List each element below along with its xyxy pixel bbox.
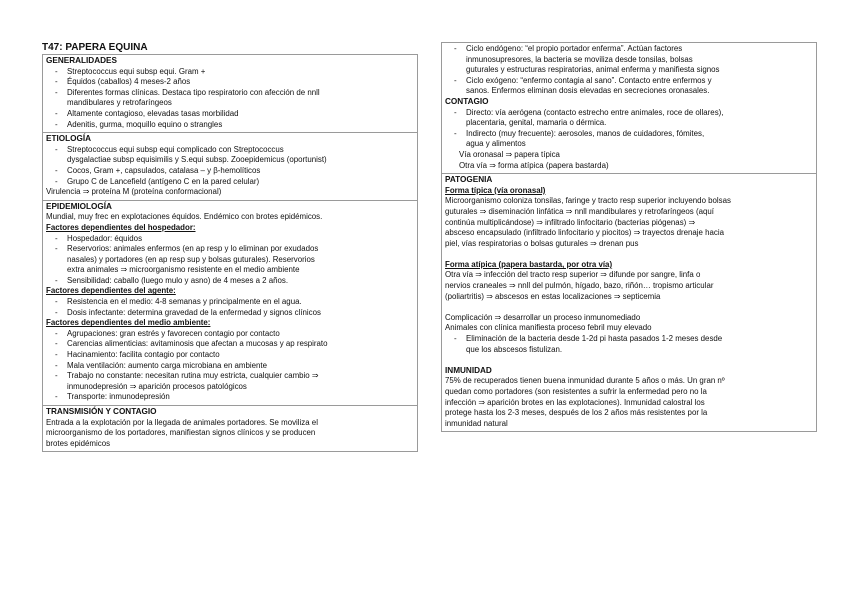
subheading: Forma típica (vía oronasal) <box>445 185 546 195</box>
bullet-line: - Hacinamiento: facilita contagio por contacto <box>46 350 414 361</box>
bullet-line: - Eliminación de la bacteria desde 1-2d pi hasta pasados 1-2 meses desde <box>445 334 813 345</box>
bullet-line: - Directo: vía aerógena (contacto estrecho entre animales, roce de ollares), <box>445 108 813 119</box>
subheading: Factores dependientes del agente: <box>46 286 176 296</box>
bullet-continuation: nasales) y portadores (en ap resp sup y bolsas guturales). Reservorios <box>67 254 315 264</box>
bullet-continuation: dysgalactiae subsp equisimilis y S.equi subsp. Zooepidemicus (oportunist) <box>67 155 327 165</box>
section-heading: GENERALIDADES <box>46 56 117 65</box>
text-line: nervios craneales ⇒ nnll del pulmón, hígado, bazo, riñón… tropismo articular <box>445 281 714 291</box>
bullet-continuation: extra animales ⇒ microorganismo resistente en el medio ambiente <box>67 265 300 275</box>
text-line: infección ⇒ aparición brotes en las explotaciones). Inmunidad calostral los <box>445 397 705 407</box>
text-line: continúa multiplicándose) ⇒ infiltrado linfocitario (bacterias piógenas) ⇒ <box>445 217 696 227</box>
bullet-line: - Streptococcus equi subsp equi. Gram + <box>46 67 414 78</box>
right-section-box <box>441 174 817 432</box>
text-line: Virulencia ⇒ proteína M (proteína conformacional) <box>46 187 222 197</box>
section-heading: EPIDEMIOLOGÍA <box>46 201 112 211</box>
bullet-line: - Ciclo endógeno: “el propio portador enferma”. Actúan factores <box>445 44 813 55</box>
left-section-box <box>42 201 418 406</box>
bullet-line: - Mala ventilación: aumento carga microbiana en ambiente <box>46 361 414 372</box>
text-line: microorganismo de los portadores, manifiestan signos clínicos y se producen <box>46 428 316 438</box>
text-line: guturales ⇒ diseminación linfática ⇒ nnll mandibulares y retrofaríngeos (aquí <box>445 206 714 216</box>
text-line: piel, vías respiratorias o bolsas guturales ⇒ drenan pus <box>445 238 639 248</box>
bullet-line: - Carencias alimenticias: avitaminosis que afectan a mucosas y ap respirato <box>46 339 414 350</box>
bullet-line: - Indirecto (muy frecuente): aerosoles, manos de cuidadores, fómites, <box>445 129 813 140</box>
bullet-line: - Adenitis, gurma, moquillo equino o strangles <box>46 120 414 131</box>
text-line: Animales con clínica manifiesta proceso febril muy elevado <box>445 323 652 333</box>
bullet-line: - Agrupaciones: gran estrés y favorecen contagio por contacto <box>46 329 414 340</box>
right-section-box <box>441 42 817 174</box>
section-heading: INMUNIDAD <box>445 365 492 375</box>
section-heading: ETIOLOGÍA <box>46 134 92 144</box>
text-line: protege hasta los 2-3 meses, después de los 2 años más resistentes por la <box>445 408 708 418</box>
bullet-continuation: inmunodepresión ⇒ aparición procesos patológicos <box>67 381 247 391</box>
bullet-line: - Équidos (caballos) 4 meses-2 años <box>46 77 414 88</box>
bullet-line: - Trabajo no constante: necesitan rutina muy estricta, cualquier cambio ⇒ <box>46 371 414 382</box>
bullet-line: - Sensibilidad: caballo (luego mulo y asno) de 4 meses a 2 años. <box>46 276 414 287</box>
text-line: 75% de recuperados tienen buena inmunidad durante 5 años o más. Un gran nº <box>445 376 725 386</box>
text-line: inmunidad natural <box>445 418 508 428</box>
spacer <box>445 249 813 260</box>
bullet-continuation: inmunosupresores, la bacteria se moviliza desde tonsilas, bolsas <box>466 54 693 64</box>
subheading: Factores dependientes del hospedador: <box>46 222 196 232</box>
left-section-box <box>42 54 418 133</box>
left-sections <box>42 54 418 452</box>
bullet-line: - Cocos, Gram +, capsulados, catalasa – y β-hemolíticos <box>46 166 414 177</box>
page-title: T47: PAPERA EQUINA <box>42 42 148 53</box>
spacer <box>445 302 813 313</box>
text-line: Vía oronasal ⇒ papera típica <box>459 149 560 159</box>
text-line: Otra vía ⇒ infección del tracto resp superior ⇒ difunde por sangre, linfa o <box>445 270 701 280</box>
section-heading: TRANSMISIÓN Y CONTAGIO <box>46 407 157 416</box>
bullet-continuation: guturales y estructuras respiratorias, animal enferma y manifiesta signos <box>466 65 720 75</box>
bullet-continuation: placentaria, genital, mamaria o dérmica. <box>466 118 607 128</box>
bullet-line: - Reservorios: animales enfermos (en ap resp y lo eliminan por exudados <box>46 244 414 255</box>
text-line: brotes epidémicos <box>46 438 111 448</box>
bullet-continuation: sanos. Enfermos eliminan dosis elevadas en secreciones oronasales. <box>466 86 710 96</box>
bullet-line: - Altamente contagioso, elevadas tasas morbilidad <box>46 109 414 120</box>
text-line: Microorganismo coloniza tonsilas, faringe y tracto resp superior incluyendo bolsas <box>445 196 731 206</box>
text-line: Complicación ⇒ desarrollar un proceso inmunomediado <box>445 312 641 322</box>
text-line: Mundial, muy frec en explotaciones équidos. Endémico con brotes epidémicos. <box>46 212 323 222</box>
left-column <box>42 42 418 452</box>
subheading: Factores dependientes del medio ambiente: <box>46 318 211 328</box>
subheading: Forma atípica (papera bastarda, por otra vía) <box>445 259 613 269</box>
bullet-line: - Dosis infectante: determina gravedad de la enfermedad y signos clínicos <box>46 308 414 319</box>
bullet-line: - Transporte: inmunodepresión <box>46 392 414 403</box>
text-line: (poliartritis) ⇒ abscesos en estas localizaciones ⇒ septicemia <box>445 291 661 301</box>
left-section-box <box>42 406 418 452</box>
text-line: Otra vía ⇒ forma atípica (papera bastarda) <box>459 160 609 170</box>
bullet-line: - Diferentes formas clínicas. Destaca tipo respiratorio con afección de nnll <box>46 88 414 99</box>
bullet-line: - Resistencia en el medio: 4-8 semanas y principalmente en el agua. <box>46 297 414 308</box>
bullet-line: - Grupo C de Lancefield (antígeno C en la pared celular) <box>46 177 414 188</box>
section-heading: PATOGENIA <box>445 175 493 185</box>
text-line: Entrada a la explotación por la llegada de animales portadores. Se moviliza el <box>46 417 318 427</box>
bullet-continuation: mandibulares y retrofaríngeos <box>67 98 172 108</box>
bullet-line: - Ciclo exógeno: “enfermo contagia al sano”. Contacto entre enfermos y <box>445 76 813 87</box>
bullet-continuation: agua y alimentos <box>466 139 526 149</box>
right-sections <box>441 42 817 432</box>
left-section-box <box>42 133 418 201</box>
bullet-continuation: que los abscesos fistulizan. <box>466 344 563 354</box>
text-line: quedan como portadores (son resistentes a sufrir la enfermedad pero no la <box>445 387 707 396</box>
right-column <box>441 42 817 432</box>
bullet-line: - Hospedador: équidos <box>46 234 414 245</box>
section-heading: CONTAGIO <box>445 96 489 106</box>
spacer <box>445 355 813 366</box>
text-line: absceso encapsulado (infiltrado linfocitario y piocitos) ⇒ trayectos drenaje hacia <box>445 228 724 238</box>
bullet-line: - Streptococcus equi subsp equi complicado con Streptococcus <box>46 145 414 156</box>
